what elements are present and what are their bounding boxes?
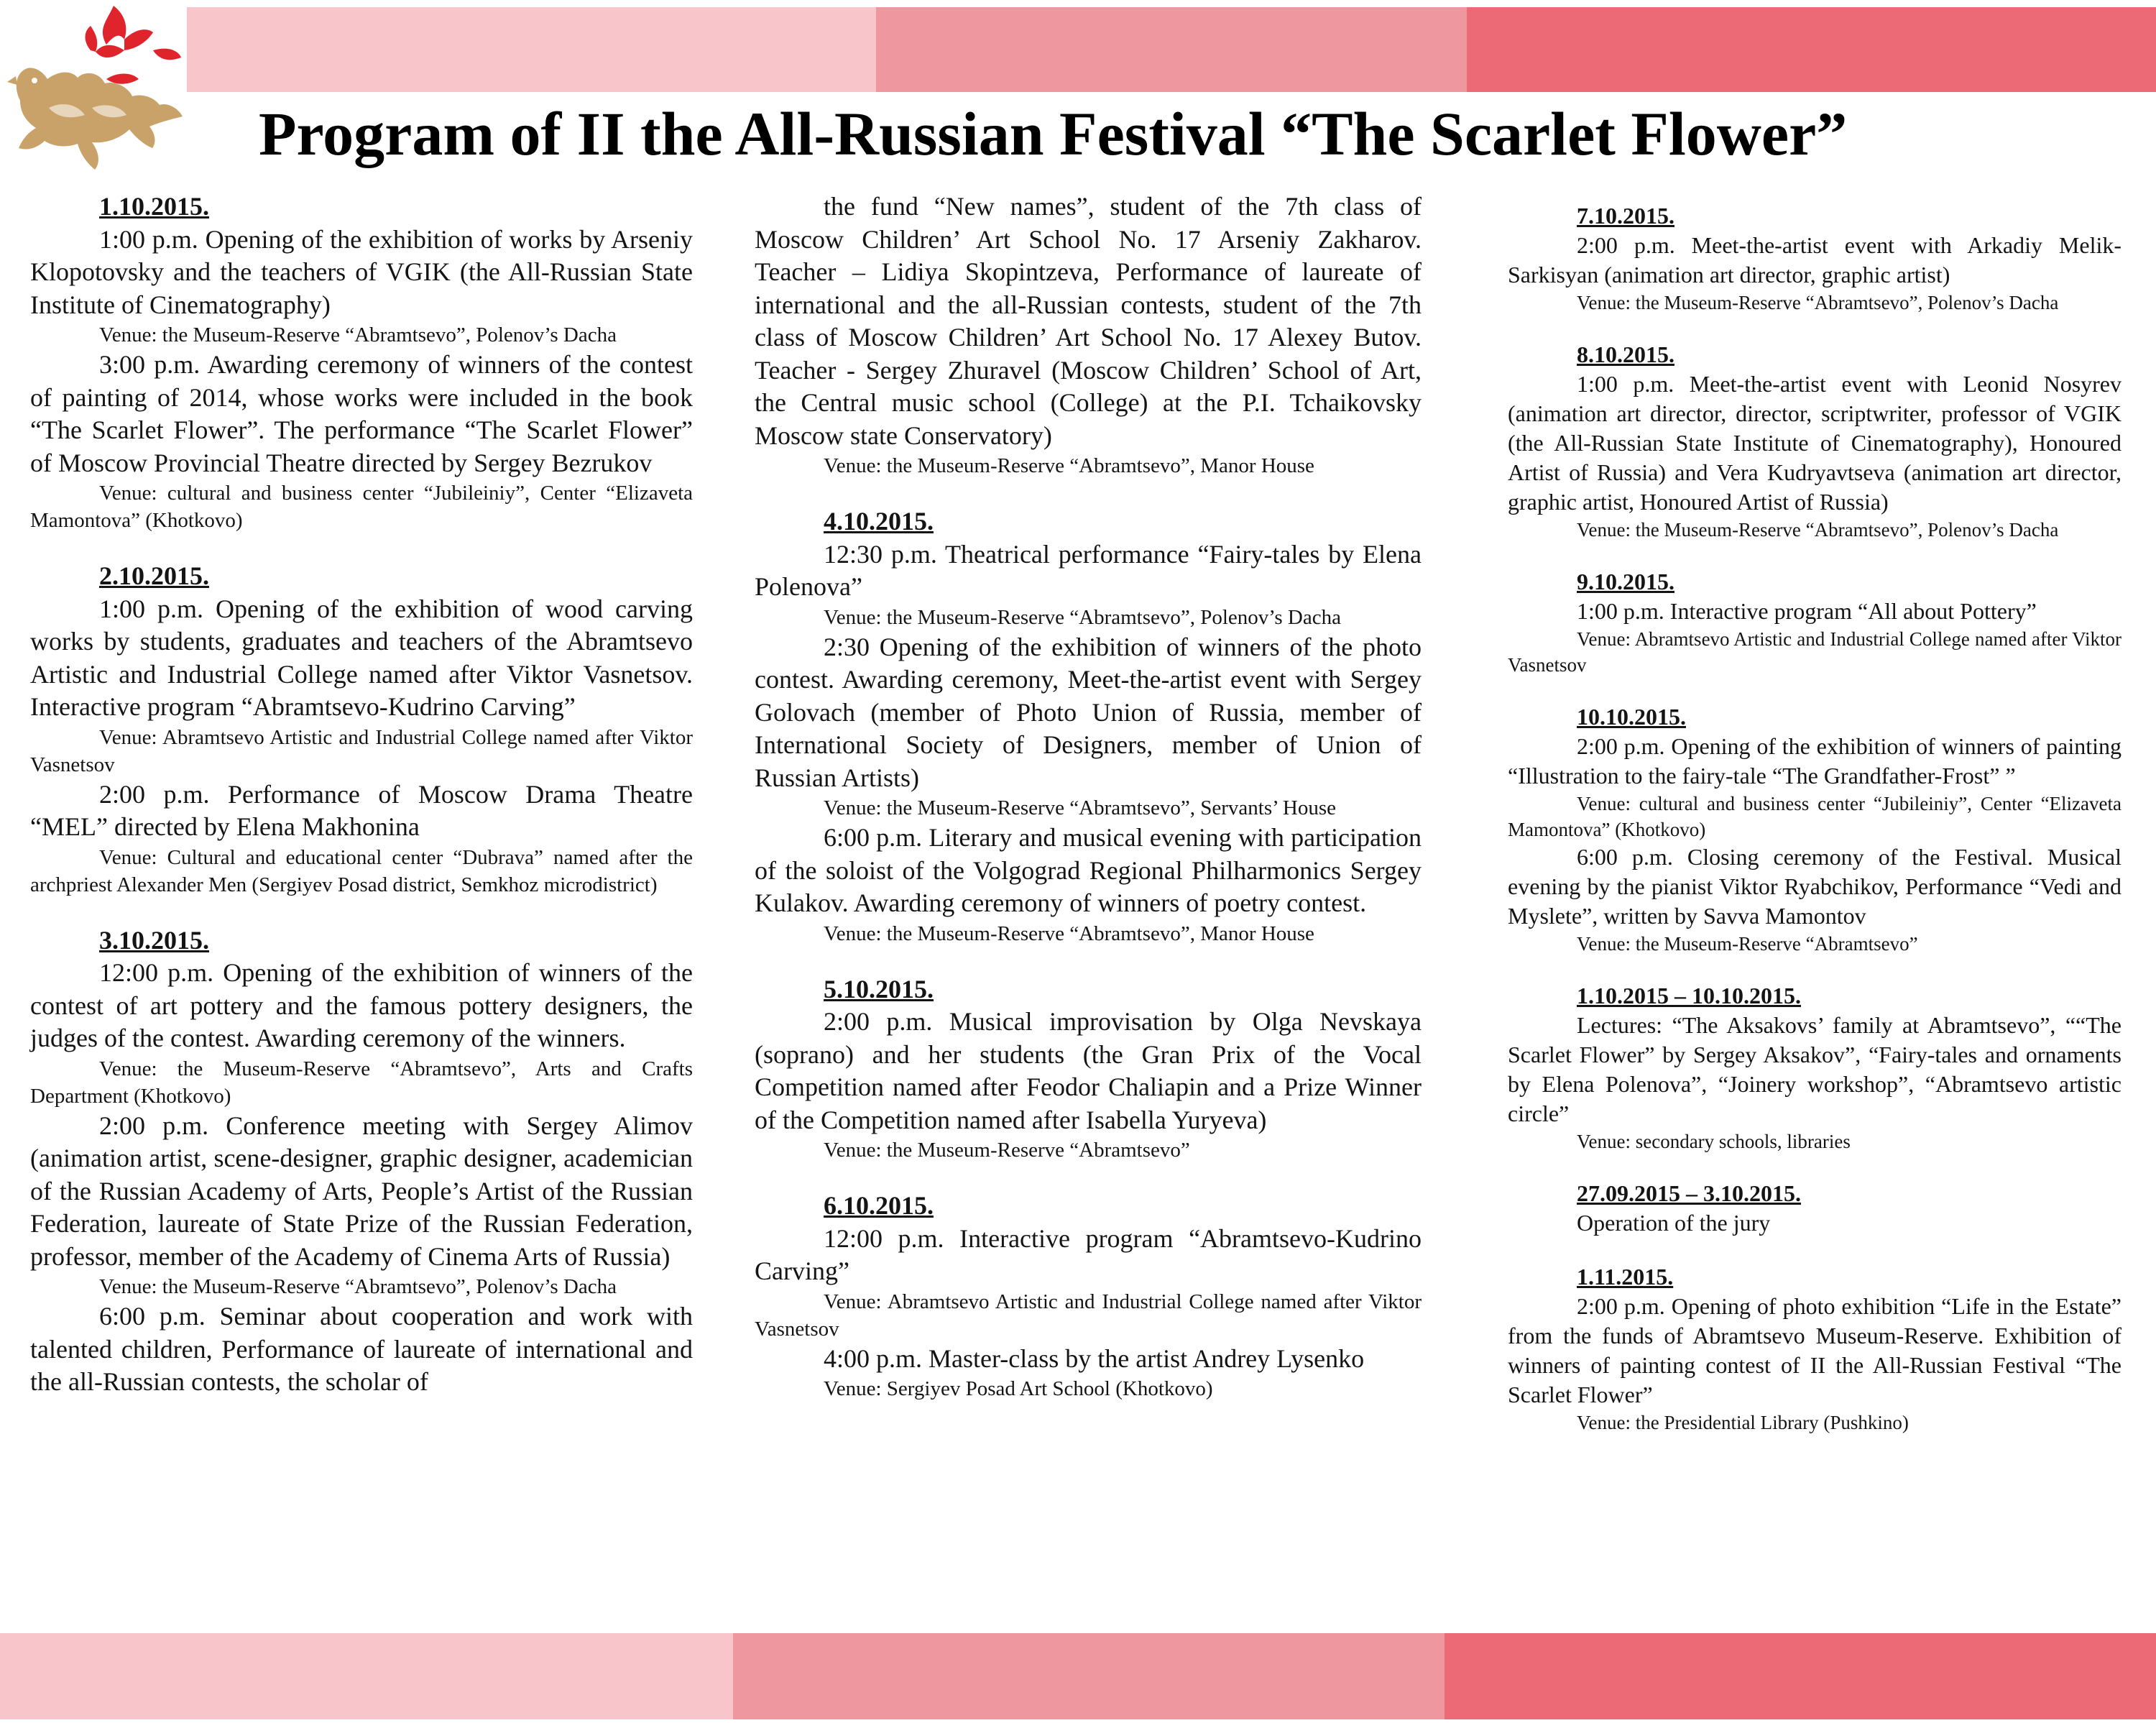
event-venue: Venue: Sergiyev Posad Art School (Khotkovo) [824,1377,1213,1400]
event-venue: Venue: the Museum-Reserve “Abramtsevo” [824,1139,1190,1162]
event-date: 1.10.2015. [99,192,209,221]
schedule-day [30,560,693,899]
event-venue: Venue: the Museum-Reserve “Abramtsevo”, Polenov’s Dacha [1577,519,2059,541]
event-description: 3:00 p.m. Awarding ceremony of winners of the contest of painting of 2014, whose works were included in the book “The Scarlet Flower”. The performance “The Scarlet Flower” of Moscow Provincial Theatre directed by Sergey Bezrukov [30,350,693,477]
band-segment-light [187,7,876,92]
event-venue: Venue: Abramtsevo Artistic and Industrial College named after Viktor Vasnetsov [755,1290,1422,1341]
event-date: 8.10.2015. [1577,341,1674,367]
schedule-day [755,190,1422,479]
date-line [1577,567,2122,626]
program-column-1 [30,190,693,1399]
event-date: 3.10.2015. [99,925,209,955]
event-venue: Venue: cultural and business center “Jubileiniy”, Center “Elizaveta Mamontova” (Khotkovo) [30,482,693,532]
event-description: 2:00 p.m. Opening of photo exhibition “Life in the Estate” from the funds of Abramtsevo Museum-Reserve. Exhibition of winners of painting contest of II the All-Russian Festival “The Scarlet Flower” [1508,1293,2122,1407]
event-venue: Venue: Cultural and educational center “Dubrava” named after the archpriest Alexander Men (Sergiyev Posad district, Semkhoz microdistrict) [30,845,693,896]
event-venue: Venue: the Museum-Reserve “Abramtsevo”, Polenov’s Dacha [824,605,1341,629]
schedule-day [1508,981,2122,1154]
event-description: 2:30 Opening of the exhibition of winners of the photo contest. Awarding ceremony, Meet-the-artist event with Sergey Golovach (member of Photo Union of Russia, member of International Society of Designers, member of Union of Russian Artists) [755,632,1422,792]
band-segment-mid [876,7,1467,92]
event-venue: Venue: the Museum-Reserve “Abramtsevo”, Manor House [824,922,1314,945]
event-description: 2:00 p.m. Meet-the-artist event with Arkadiy Melik-Sarkisyan (animation art director, graphic artist) [1508,232,2122,288]
event-venue: Venue: the Museum-Reserve “Abramtsevo”, Polenov’s Dacha [1577,292,2059,313]
phoenix-bird-with-scarlet-flower-icon [6,0,185,180]
block-gap [755,947,1422,973]
schedule-day [1508,201,2122,316]
event-venue: Venue: secondary schools, libraries [1577,1131,1851,1152]
schedule-day [755,973,1422,1164]
schedule-day [755,505,1422,947]
program-column-2 [755,190,1422,1402]
block-gap [1508,543,2122,567]
event-description: the fund “New names”, student of the 7th class of Moscow Children’ Art School No. 17 Arseniy Zakharov. Teacher – Lidiya Skopintzeva, Performance of laureate of international and the all-Russian contests, student of the 7th class of Moscow Children’ Art School No. 17 Alexey Butov. Teacher - Sergey Zhuravel (Moscow Children’ School of Art, the Central music school (College) at the P.I. Tchaikovsky Moscow state Conservatory) [755,192,1422,450]
event-description: 12:00 p.m. Opening of the exhibition of winners of the contest of art pottery and the famous pottery designers, the judges of the contest. Awarding ceremony of the winners. [30,958,693,1052]
block-gap [1508,1238,2122,1262]
event-description: 6:00 p.m. Closing ceremony of the Festival. Musical evening by the pianist Viktor Ryabchikov, Performance “Vedi and Myslete”, written by Savva Mamontov [1508,844,2122,929]
event-date: 1.10.2015 – 10.10.2015. [1577,983,1801,1008]
event-venue: Venue: cultural and business center “Jubileiniy”, Center “Elizaveta Mamontova” (Khotkovo) [1508,793,2122,840]
event-description: 4:00 p.m. Master-class by the artist Andrey Lysenko [824,1343,1365,1373]
event-venue: Venue: the Museum-Reserve “Abramtsevo”, Arts and Crafts Department (Khotkovo) [30,1057,693,1108]
event-date: 1.11.2015. [1577,1264,1674,1290]
block-gap [30,899,693,924]
event-date: 6.10.2015. [824,1191,934,1220]
block-gap [1508,678,2122,702]
event-venue: Venue: Abramtsevo Artistic and Industrial College named after Viktor Vasnetsov [30,725,693,776]
event-venue: Venue: the Museum-Reserve “Abramtsevo”, Manor House [824,454,1314,477]
event-date: 10.10.2015. [1577,704,1686,730]
event-description: 12:30 p.m. Theatrical performance “Fairy-tales by Elena Polenova” [755,539,1422,601]
event-description: 12:00 p.m. Interactive program “Abramtsevo-Kudrino Carving” [755,1223,1422,1285]
event-venue: Venue: Abramtsevo Artistic and Industrial College named after Viktor Vasnetsov [1508,628,2122,676]
event-date: 7.10.2015. [1577,203,1674,229]
event-description: 2:00 p.m. Opening of the exhibition of winners of painting “Illustration to the fairy-tale “The Grandfather-Frost” ” [1508,733,2122,789]
event-description: Lectures: “The Aksakovs’ family at Abramtsevo”, ““The Scarlet Flower” by Sergey Aksakov”, “Fairy-tales and ornaments by Elena Polenova”, “Joinery workshop”, “Abramtsevo artistic circle” [1508,1012,2122,1126]
band-segment-dark [1445,1633,2156,1719]
event-description: 1:00 p.m. Opening of the exhibition of wood carving works by students, graduates and teachers of the Abramtsevo Artistic and Industrial College named after Viktor Vasnetsov. Interactive program “Abramtsevo-Kudrino Carving” [30,594,693,721]
block-gap [1508,316,2122,340]
schedule-day [30,190,693,534]
schedule-day [1508,1179,2122,1238]
event-venue: Venue: the Museum-Reserve “Abramtsevo”, Polenov’s Dacha [99,323,617,346]
event-description: 1:00 p.m. Interactive program “All about Pottery” [1577,598,2037,624]
event-venue: Venue: the Museum-Reserve “Abramtsevo”, Polenov’s Dacha [99,1275,617,1298]
event-date: 27.09.2015 – 3.10.2015. [1577,1180,1801,1206]
event-venue: Venue: the Presidential Library (Pushkino) [1577,1412,1909,1433]
schedule-day [1508,340,2122,543]
event-date: 9.10.2015. [1577,569,1674,594]
event-date: 2.10.2015. [99,561,209,590]
schedule-day [30,924,693,1399]
event-description: 2:00 p.m. Musical improvisation by Olga Nevskaya (soprano) and her students (the Gran Prix of the Vocal Competition named after Feodor Chaliapin and a Prize Winner of the Competition named after Isabella Yuryeva) [755,1007,1422,1134]
top-color-band [187,7,2156,92]
event-date: 4.10.2015. [824,507,934,536]
block-gap [30,534,693,560]
band-segment-dark [1467,7,2156,92]
schedule-day [1508,567,2122,678]
bottom-color-band [0,1633,2156,1719]
event-description: 2:00 p.m. Performance of Moscow Drama Theatre “MEL” directed by Elena Makhonina [30,779,693,841]
page-title: Program of II the All-Russian Festival “The Scarlet Flower” [259,99,1848,168]
event-description: 1:00 p.m. Meet-the-artist event with Leonid Nosyrev (animation art director, director, scriptwriter, professor of VGIK (the All-Russian State Institute of Cinematography), Honoured Artist of Russia) and Vera Kudryavtseva (animation art director, graphic artist, Honoured Artist of Russia) [1508,371,2122,515]
event-description: Operation of the jury [1577,1210,1771,1236]
program-column-3 [1508,201,2122,1435]
event-venue: Venue: the Museum-Reserve “Abramtsevo” [1577,933,1918,955]
block-gap [755,1164,1422,1190]
event-description: 2:00 p.m. Conference meeting with Sergey Alimov (animation artist, scene-designer, graphic designer, academician of the Russian Academy of Arts, People’s Artist of the Russian Federation, laureate of State Prize of the Russian Federation, professor, member of the Academy of Cinema Arts of Russia) [30,1111,693,1271]
band-segment-mid [733,1633,1445,1719]
event-description: 1:00 p.m. Opening of the exhibition of works by Arseniy Klopotovsky and the teachers of VGIK (the All-Russian State Institute of Cinematography) [30,224,693,319]
band-segment-light [0,1633,733,1719]
block-gap [1508,1154,2122,1179]
block-gap [1508,957,2122,981]
schedule-day [1508,1262,2122,1435]
schedule-day [1508,702,2122,957]
event-description: 6:00 p.m. Seminar about cooperation and work with talented children, Performance of laureate of international and the all-Russian contests, the scholar of [30,1302,693,1396]
block-gap [755,479,1422,505]
schedule-day [755,1190,1422,1402]
event-venue: Venue: the Museum-Reserve “Abramtsevo”, Servants’ House [824,796,1336,819]
event-date: 5.10.2015. [824,974,934,1003]
event-description: 6:00 p.m. Literary and musical evening with participation of the soloist of the Volgograd Regional Philharmonics Sergey Kulakov. Awarding ceremony of winners of poetry contest. [755,823,1422,917]
